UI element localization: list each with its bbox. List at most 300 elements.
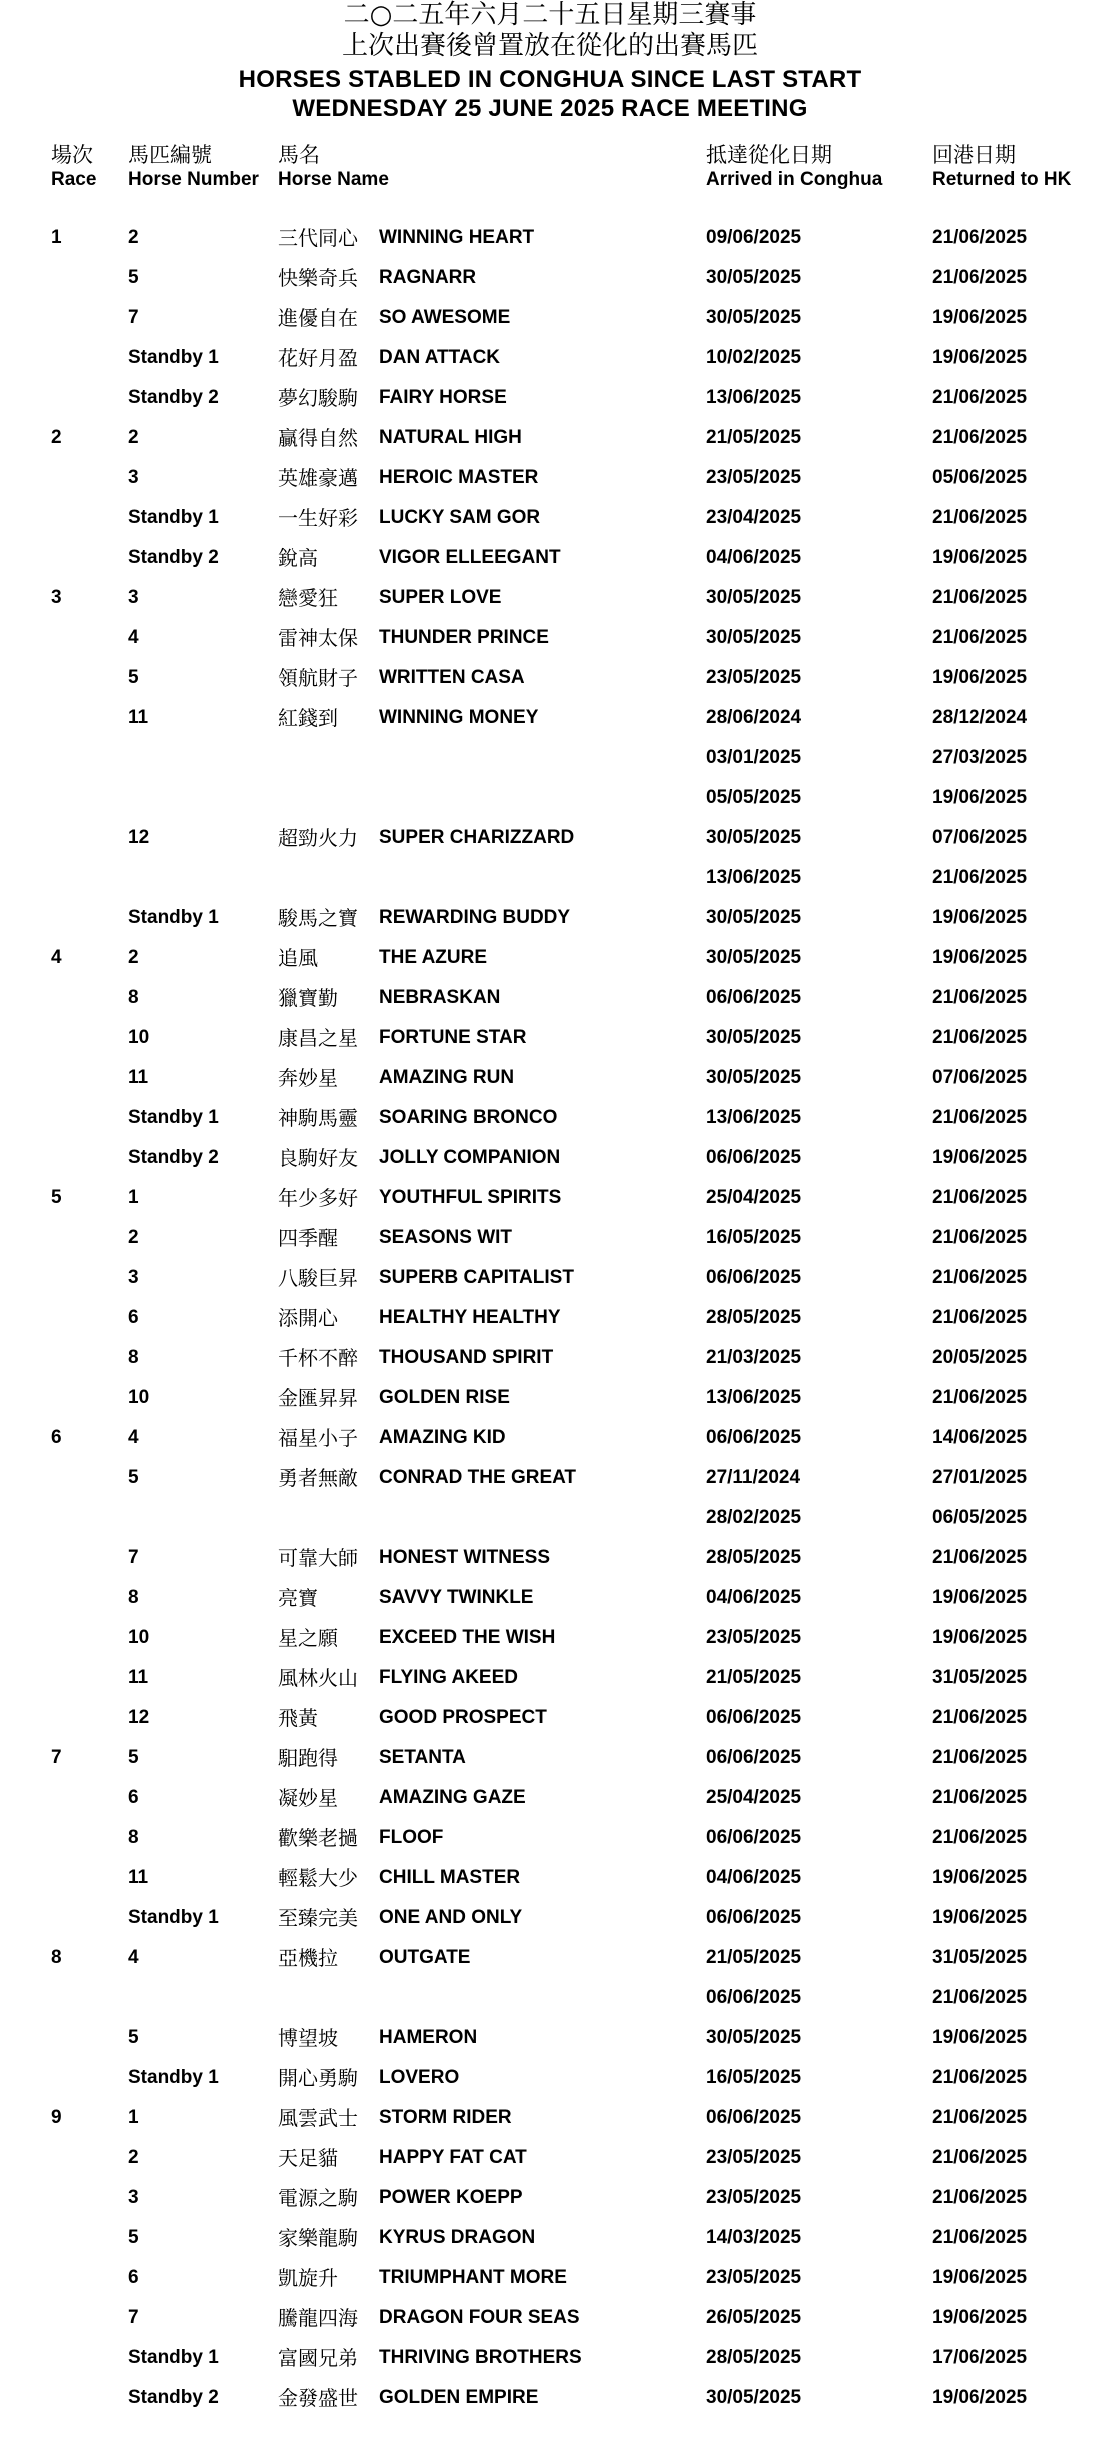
cell-horse-name-en: HAPPY FAT CAT [379,2147,527,2168]
cell-horse-number: 2 [128,1227,139,1248]
cell-arrived-date: 06/06/2025 [706,1707,802,1728]
cell-horse-number: 2 [128,427,139,448]
cell-arrived-date: 06/06/2025 [706,987,802,1008]
cell-horse-name-zh: 神駒馬靈 [278,1106,358,1130]
cell-horse-number: 12 [128,1707,150,1728]
cell-horse-number: 6 [128,1787,139,1808]
cell-horse-name-zh: 富國兄弟 [278,2346,358,2370]
cell-horse-name-zh: 八駿巨昇 [278,1266,358,1290]
cell-race: 6 [51,1427,62,1448]
cell-arrived-date: 28/06/2024 [706,707,802,728]
table-row [0,2018,1100,2058]
cell-arrived-date: 16/05/2025 [706,2067,802,2088]
cell-returned-date: 21/06/2025 [932,1987,1028,2008]
cell-horse-number: 10 [128,1627,150,1648]
cell-arrived-date: 13/06/2025 [706,1107,802,1128]
cell-horse-name-en: SUPER LOVE [379,587,502,608]
cell-returned-date: 27/01/2025 [932,1467,1028,1488]
cell-arrived-date: 04/06/2025 [706,547,802,568]
cell-arrived-date: 06/06/2025 [706,1147,802,1168]
cell-arrived-date: 30/05/2025 [706,1027,802,1048]
cell-horse-name-en: DRAGON FOUR SEAS [379,2307,580,2328]
cell-returned-date: 19/06/2025 [932,1147,1028,1168]
table-row [0,1778,1100,1818]
cell-horse-name-zh: 添開心 [278,1306,338,1330]
cell-horse-name-en: VIGOR ELLEEGANT [379,547,561,568]
cell-horse-name-en: STORM RIDER [379,2107,512,2128]
table-row [0,1738,1100,1778]
table-row [0,1858,1100,1898]
cell-returned-date: 21/06/2025 [932,1307,1028,1328]
cell-horse-name-zh: 飛黃 [278,1706,318,1730]
cell-arrived-date: 14/03/2025 [706,2227,802,2248]
table-row [0,1378,1100,1418]
cell-arrived-date: 06/06/2025 [706,1827,802,1848]
cell-returned-date: 21/06/2025 [932,987,1028,1008]
cell-returned-date: 19/06/2025 [932,1587,1028,1608]
cell-horse-number: 7 [128,2307,139,2328]
cell-returned-date: 19/06/2025 [932,1907,1028,1928]
cell-horse-name-zh: 至臻完美 [278,1906,358,1930]
cell-returned-date: 19/06/2025 [932,947,1028,968]
cell-race: 7 [51,1747,62,1768]
table-row [0,1498,1100,1538]
cell-arrived-date: 30/05/2025 [706,827,802,848]
cell-horse-number: 8 [128,987,139,1008]
cell-arrived-date: 06/06/2025 [706,1427,802,1448]
cell-arrived-date: 21/05/2025 [706,1667,802,1688]
table-row [0,738,1100,778]
cell-horse-name-zh: 風林火山 [278,1666,358,1690]
cell-horse-name-zh: 三代同心 [278,226,358,250]
table-row [0,2258,1100,2298]
cell-horse-name-zh: 騰龍四海 [278,2306,358,2330]
cell-horse-number: 5 [128,1467,139,1488]
header-race [51,142,96,192]
table-row [0,1978,1100,2018]
cell-arrived-date: 13/06/2025 [706,867,802,888]
header-race-en: Race [51,169,97,190]
table-row [0,1898,1100,1938]
cell-returned-date: 21/06/2025 [932,1747,1028,1768]
cell-returned-date: 07/06/2025 [932,1067,1028,1088]
table-row [0,778,1100,818]
cell-returned-date: 21/06/2025 [932,227,1028,248]
cell-horse-name-en: FLOOF [379,1827,444,1848]
cell-returned-date: 21/06/2025 [932,2107,1028,2128]
cell-returned-date: 21/06/2025 [932,867,1028,888]
cell-horse-name-zh: 金匯昇昇 [278,1386,358,1410]
cell-returned-date: 21/06/2025 [932,1547,1028,1568]
cell-horse-name-zh: 輕鬆大少 [278,1866,358,1890]
cell-race: 4 [51,947,62,968]
table-row [0,258,1100,298]
header-horse-name-zh: 馬名 [278,143,320,167]
table-row [0,578,1100,618]
table-row [0,1258,1100,1298]
cell-returned-date: 27/03/2025 [932,747,1028,768]
cell-horse-number: 10 [128,1387,150,1408]
table-row [0,938,1100,978]
cell-returned-date: 21/06/2025 [932,267,1028,288]
cell-arrived-date: 06/06/2025 [706,1987,802,2008]
table-row [0,818,1100,858]
cell-returned-date: 06/05/2025 [932,1507,1028,1528]
cell-horse-number: Standby 2 [128,1147,219,1168]
cell-horse-name-zh: 星之願 [278,1626,338,1650]
cell-horse-number: 11 [128,1867,149,1888]
cell-horse-number: 2 [128,227,139,248]
cell-returned-date: 28/12/2024 [932,707,1028,728]
header-returned-zh: 回港日期 [932,143,1016,167]
cell-horse-name-en: SETANTA [379,1747,466,1768]
cell-horse-number: 5 [128,1747,139,1768]
cell-horse-name-en: RAGNARR [379,267,477,288]
cell-horse-name-zh: 駿馬之寶 [278,906,358,930]
table-row [0,1458,1100,1498]
document-title-block [0,0,1100,123]
table-row [0,898,1100,938]
cell-arrived-date: 04/06/2025 [706,1867,802,1888]
cell-returned-date: 21/06/2025 [932,427,1028,448]
cell-returned-date: 21/06/2025 [932,2147,1028,2168]
cell-horse-name-zh: 領航財子 [278,666,358,690]
cell-horse-number: 1 [128,2107,139,2128]
cell-horse-number: 4 [128,627,139,648]
cell-arrived-date: 30/05/2025 [706,267,802,288]
cell-returned-date: 21/06/2025 [932,2227,1028,2248]
cell-horse-number: Standby 1 [128,347,219,368]
cell-horse-number: 2 [128,2147,139,2168]
cell-horse-number: Standby 2 [128,547,219,568]
cell-horse-name-en: JOLLY COMPANION [379,1147,561,1168]
table-row [0,2298,1100,2338]
title-chinese-line-1: 二○二五年六月二十五日星期三賽事 [343,0,757,30]
cell-horse-name-zh: 花好月盈 [278,346,358,370]
table-row [0,1018,1100,1058]
cell-horse-name-en: THE AZURE [379,947,488,968]
cell-arrived-date: 23/05/2025 [706,467,802,488]
cell-returned-date: 14/06/2025 [932,1427,1028,1448]
cell-horse-name-en: WINNING MONEY [379,707,539,728]
cell-horse-name-en: LOVERO [379,2067,460,2088]
cell-horse-number: 5 [128,267,139,288]
cell-arrived-date: 10/02/2025 [706,347,802,368]
table-row [0,1938,1100,1978]
header-horse-number [128,142,259,192]
title-english-line-2: WEDNESDAY 25 JUNE 2025 RACE MEETING [292,95,808,122]
cell-horse-name-zh: 進優自在 [278,306,358,330]
cell-returned-date: 21/06/2025 [932,587,1028,608]
header-arrived [706,142,882,192]
cell-horse-name-zh: 天足貓 [278,2146,338,2170]
cell-horse-number: 11 [128,1067,149,1088]
cell-horse-number: 3 [128,467,139,488]
table-row [0,2178,1100,2218]
cell-returned-date: 21/06/2025 [932,1787,1028,1808]
cell-returned-date: 19/06/2025 [932,1867,1028,1888]
cell-race: 1 [51,227,62,248]
cell-horse-name-zh: 勇者無敵 [278,1466,358,1490]
cell-horse-name-en: YOUTHFUL SPIRITS [379,1187,562,1208]
cell-returned-date: 19/06/2025 [932,787,1028,808]
cell-arrived-date: 13/06/2025 [706,387,802,408]
cell-horse-name-en: SOARING BRONCO [379,1107,558,1128]
table-row [0,338,1100,378]
cell-horse-number: Standby 1 [128,1107,219,1128]
table-row [0,1818,1100,1858]
cell-arrived-date: 16/05/2025 [706,1227,802,1248]
cell-arrived-date: 21/05/2025 [706,427,802,448]
cell-horse-number: Standby 1 [128,507,219,528]
cell-horse-name-zh: 雷神太保 [278,626,358,650]
cell-returned-date: 17/06/2025 [932,2347,1028,2368]
cell-horse-name-zh: 馹跑得 [278,1746,338,1770]
cell-returned-date: 19/06/2025 [932,2267,1028,2288]
cell-returned-date: 21/06/2025 [932,1107,1028,1128]
cell-horse-name-en: LUCKY SAM GOR [379,507,541,528]
cell-horse-name-zh: 亞機拉 [278,1946,338,1970]
cell-returned-date: 21/06/2025 [932,1707,1028,1728]
cell-horse-number: Standby 1 [128,1907,219,1928]
cell-arrived-date: 26/05/2025 [706,2307,802,2328]
table-row [0,1098,1100,1138]
cell-returned-date: 19/06/2025 [932,2027,1028,2048]
cell-horse-name-zh: 銳高 [278,546,318,570]
cell-arrived-date: 30/05/2025 [706,2027,802,2048]
table-row [0,1578,1100,1618]
cell-arrived-date: 09/06/2025 [706,227,802,248]
table-row [0,1538,1100,1578]
cell-horse-name-en: FLYING AKEED [379,1667,519,1688]
cell-arrived-date: 30/05/2025 [706,1067,802,1088]
cell-horse-name-zh: 電源之駒 [278,2186,358,2210]
cell-horse-name-en: SAVVY TWINKLE [379,1587,534,1608]
cell-arrived-date: 30/05/2025 [706,907,802,928]
cell-horse-name-en: AMAZING KID [379,1427,506,1448]
cell-arrived-date: 27/11/2024 [706,1467,801,1488]
cell-race: 3 [51,587,62,608]
cell-returned-date: 20/05/2025 [932,1347,1028,1368]
table-row [0,1178,1100,1218]
cell-horse-name-zh: 可靠大師 [278,1546,358,1570]
cell-horse-name-en: SUPER CHARIZZARD [379,827,575,848]
horse-table-body [0,218,1100,2418]
cell-arrived-date: 28/05/2025 [706,2347,802,2368]
cell-race: 2 [51,427,62,448]
cell-arrived-date: 28/05/2025 [706,1307,802,1328]
cell-horse-name-en: WRITTEN CASA [379,667,525,688]
cell-horse-name-en: AMAZING GAZE [379,1787,526,1808]
cell-horse-name-en: HEROIC MASTER [379,467,539,488]
cell-horse-number: 8 [128,1347,139,1368]
cell-horse-name-zh: 快樂奇兵 [278,266,358,290]
cell-horse-name-zh: 亮寶 [278,1586,318,1610]
cell-returned-date: 21/06/2025 [932,627,1028,648]
cell-horse-name-en: AMAZING RUN [379,1067,515,1088]
cell-horse-name-zh: 英雄豪邁 [278,466,358,490]
cell-horse-name-zh: 凱旋升 [278,2266,338,2290]
table-row [0,2218,1100,2258]
cell-horse-name-en: KYRUS DRAGON [379,2227,536,2248]
cell-horse-name-zh: 良駒好友 [278,1146,358,1170]
cell-horse-name-en: THOUSAND SPIRIT [379,1347,554,1368]
cell-horse-name-zh: 年少多好 [278,1186,358,1210]
table-row [0,2098,1100,2138]
cell-returned-date: 19/06/2025 [932,667,1028,688]
cell-returned-date: 07/06/2025 [932,827,1028,848]
table-row [0,538,1100,578]
table-row [0,1618,1100,1658]
table-row [0,1658,1100,1698]
cell-horse-number: 11 [128,1667,149,1688]
cell-race: 5 [51,1187,62,1208]
cell-horse-name-zh: 凝妙星 [278,1786,338,1810]
header-returned [932,142,1071,192]
cell-returned-date: 21/06/2025 [932,1267,1028,1288]
cell-horse-number: 3 [128,1267,139,1288]
header-horse-number-en: Horse Number [128,169,259,190]
cell-horse-number: 5 [128,2227,139,2248]
title-chinese-line-2: 上次出賽後曾置放在從化的出賽馬匹 [341,31,758,61]
cell-horse-name-en: HEALTHY HEALTHY [379,1307,561,1328]
cell-horse-number: Standby 1 [128,2347,219,2368]
cell-arrived-date: 28/05/2025 [706,1547,802,1568]
cell-horse-name-zh: 紅錢到 [278,706,338,730]
table-row [0,2058,1100,2098]
cell-horse-name-en: GOLDEN RISE [379,1387,510,1408]
cell-horse-name-zh: 博望坡 [278,2026,338,2050]
cell-arrived-date: 25/04/2025 [706,1787,802,1808]
cell-arrived-date: 30/05/2025 [706,307,802,328]
cell-arrived-date: 30/05/2025 [706,2387,802,2408]
cell-returned-date: 21/06/2025 [932,387,1028,408]
cell-arrived-date: 21/03/2025 [706,1347,802,1368]
table-row [0,1058,1100,1098]
cell-arrived-date: 30/05/2025 [706,627,802,648]
cell-returned-date: 21/06/2025 [932,507,1028,528]
cell-horse-name-en: TRIUMPHANT MORE [379,2267,567,2288]
cell-horse-number: 4 [128,1427,139,1448]
table-row [0,858,1100,898]
cell-returned-date: 21/06/2025 [932,1187,1028,1208]
cell-horse-name-en: DAN ATTACK [379,347,501,368]
cell-horse-name-en: NATURAL HIGH [379,427,522,448]
cell-horse-name-en: FAIRY HORSE [379,387,507,408]
cell-arrived-date: 06/06/2025 [706,1907,802,1928]
cell-horse-name-en: ONE AND ONLY [379,1907,523,1928]
cell-horse-name-zh: 康昌之星 [278,1026,358,1050]
cell-horse-name-en: FORTUNE STAR [379,1027,527,1048]
table-row [0,218,1100,258]
cell-horse-name-zh: 夢幻駿駒 [278,386,358,410]
table-row [0,2138,1100,2178]
header-arrived-zh: 抵達從化日期 [706,143,832,167]
table-row [0,978,1100,1018]
cell-horse-number: 12 [128,827,150,848]
cell-arrived-date: 23/05/2025 [706,2267,802,2288]
table-header [0,142,1100,198]
header-horse-number-zh: 馬匹編號 [128,143,212,167]
cell-arrived-date: 03/01/2025 [706,747,802,768]
cell-horse-name-zh: 金發盛世 [278,2386,358,2410]
cell-arrived-date: 28/02/2025 [706,1507,802,1528]
cell-returned-date: 05/06/2025 [932,467,1028,488]
cell-horse-name-zh: 追風 [278,946,318,970]
table-row [0,1698,1100,1738]
cell-returned-date: 19/06/2025 [932,307,1028,328]
cell-horse-name-zh: 千杯不醉 [278,1346,358,1370]
cell-arrived-date: 05/05/2025 [706,787,802,808]
table-row [0,698,1100,738]
cell-horse-name-zh: 家樂龍駒 [278,2226,358,2250]
cell-arrived-date: 06/06/2025 [706,1747,802,1768]
cell-horse-name-en: HONEST WITNESS [379,1547,551,1568]
cell-arrived-date: 04/06/2025 [706,1587,802,1608]
cell-arrived-date: 13/06/2025 [706,1387,802,1408]
cell-horse-number: Standby 2 [128,387,219,408]
cell-arrived-date: 06/06/2025 [706,1267,802,1288]
table-row [0,2378,1100,2418]
cell-horse-number: 7 [128,307,139,328]
cell-horse-name-en: SO AWESOME [379,307,511,328]
cell-race: 8 [51,1947,62,1968]
cell-returned-date: 21/06/2025 [932,2187,1028,2208]
cell-horse-name-zh: 開心勇駒 [278,2066,358,2090]
table-row [0,1338,1100,1378]
table-row [0,1138,1100,1178]
cell-horse-number: 3 [128,587,139,608]
cell-returned-date: 19/06/2025 [932,1627,1028,1648]
cell-horse-name-en: SUPERB CAPITALIST [379,1267,574,1288]
cell-race: 9 [51,2107,62,2128]
cell-returned-date: 21/06/2025 [932,1027,1028,1048]
table-row [0,298,1100,338]
cell-returned-date: 31/05/2025 [932,1667,1028,1688]
table-row [0,658,1100,698]
cell-horse-number: 7 [128,1547,139,1568]
cell-horse-number: 4 [128,1947,139,1968]
cell-horse-name-zh: 風雲武士 [278,2106,358,2130]
cell-returned-date: 19/06/2025 [932,907,1028,928]
cell-arrived-date: 23/05/2025 [706,1627,802,1648]
cell-horse-number: 5 [128,2027,139,2048]
cell-horse-name-en: SEASONS WIT [379,1227,513,1248]
cell-arrived-date: 23/05/2025 [706,2187,802,2208]
cell-returned-date: 19/06/2025 [932,547,1028,568]
cell-horse-name-zh: 福星小子 [278,1426,358,1450]
cell-horse-name-zh: 贏得自然 [278,426,358,450]
cell-arrived-date: 23/05/2025 [706,667,802,688]
header-horse-name-en: Horse Name [278,169,389,190]
cell-horse-number: 10 [128,1027,150,1048]
cell-horse-name-en: THUNDER PRINCE [379,627,549,648]
table-row [0,418,1100,458]
cell-horse-name-en: REWARDING BUDDY [379,907,571,928]
cell-horse-name-zh: 奔妙星 [278,1066,338,1090]
cell-horse-number: 11 [128,707,149,728]
cell-horse-name-zh: 一生好彩 [278,506,358,530]
cell-horse-name-en: WINNING HEART [379,227,535,248]
cell-returned-date: 19/06/2025 [932,347,1028,368]
cell-returned-date: 19/06/2025 [932,2387,1028,2408]
table-row [0,458,1100,498]
cell-horse-name-en: CONRAD THE GREAT [379,1467,577,1488]
cell-horse-name-en: EXCEED THE WISH [379,1627,556,1648]
cell-horse-name-zh: 戀愛狂 [278,586,338,610]
cell-horse-number: Standby 1 [128,907,219,928]
header-race-zh: 場次 [51,143,93,167]
